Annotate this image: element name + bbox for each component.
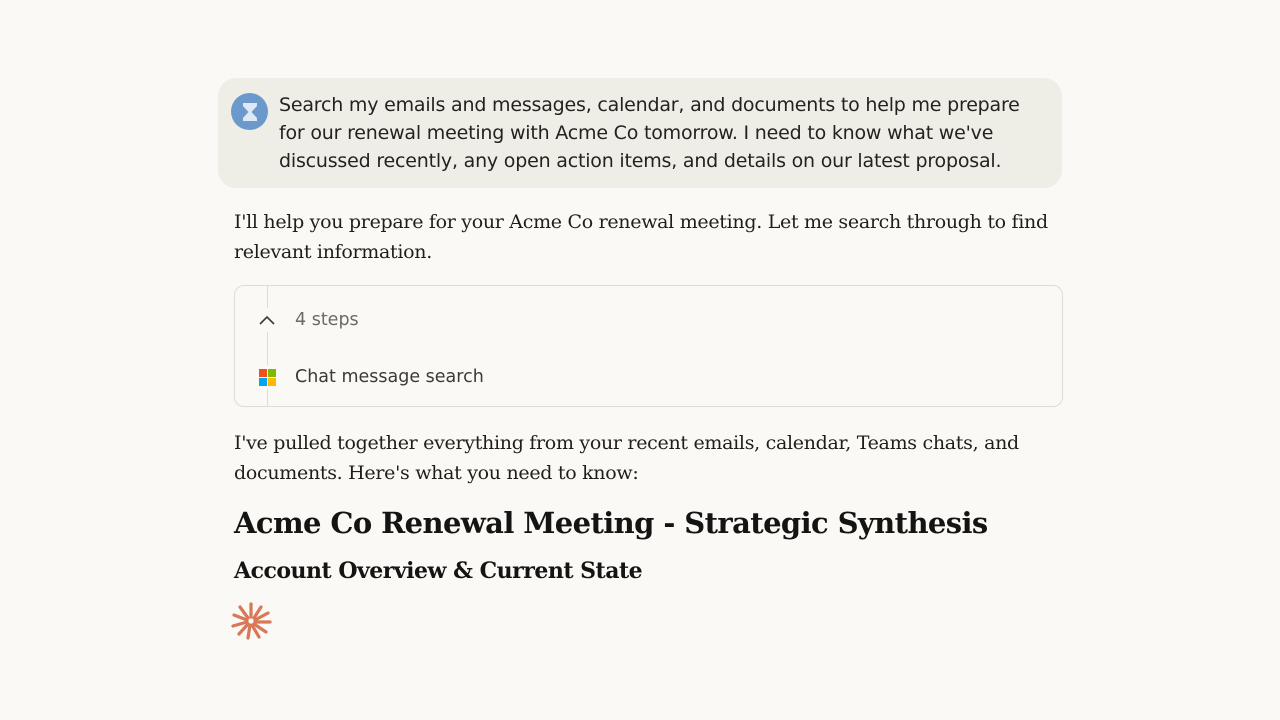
step-item-label: Chat message search (295, 367, 484, 387)
assistant-outro-text: I've pulled together everything from your recent emails, calendar, Teams chats, and documents. Here's what you need to know: (234, 432, 1019, 484)
page-title: Acme Co Renewal Meeting - Strategic Synthesis (234, 506, 988, 540)
user-message-text: Search my emails and messages, calendar, and documents to help me prepare for our renewal meeting with Acme Co tomorrow. I need to know what we've discussed recently, any open action items, and details on our latest proposal. (279, 94, 1020, 172)
steps-count-label: 4 steps (295, 310, 359, 330)
steps-toggle[interactable] (255, 305, 359, 335)
claude-spark-icon (230, 602, 272, 640)
microsoft-logo-icon (255, 365, 279, 389)
section-heading: Account Overview & Current State (234, 558, 643, 584)
user-avatar (231, 93, 268, 130)
user-message-bubble (218, 78, 1062, 188)
chevron-up-icon[interactable] (255, 308, 279, 332)
steps-panel (234, 285, 1063, 407)
hourglass-icon (241, 102, 259, 122)
assistant-intro-text: I'll help you prepare for your Acme Co renewal meeting. Let me search through to find relevant information. (234, 211, 1048, 263)
step-item-chat-message-search[interactable] (255, 362, 484, 392)
